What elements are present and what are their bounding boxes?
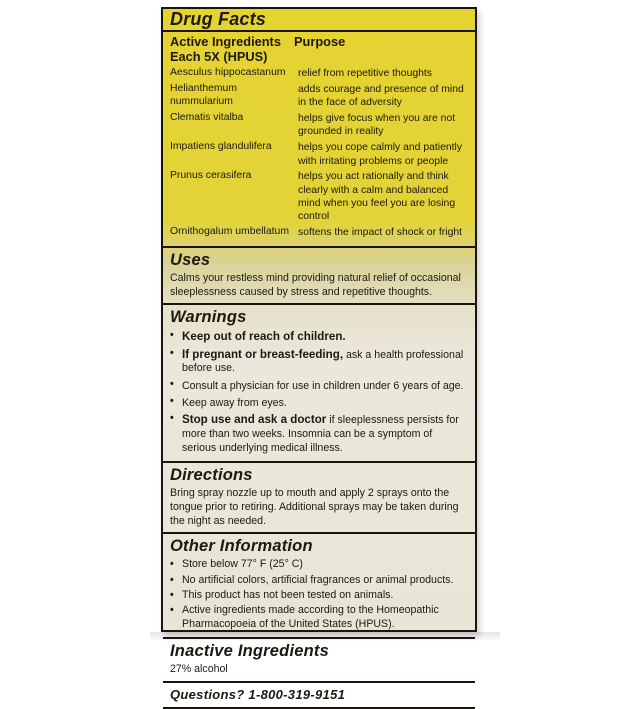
warning-item: [170, 378, 468, 394]
bullet-icon: •: [170, 558, 174, 571]
drug-facts-title: Drug Facts: [170, 9, 267, 29]
drug-facts-label: [161, 7, 477, 702]
warning-item: [170, 395, 468, 411]
questions-section: [163, 681, 475, 709]
warning-rest-text: ask a health professional before use.: [182, 348, 464, 375]
ingredient-row: [170, 83, 468, 110]
ingredient-purpose: relief from repetitive thoughts: [298, 68, 432, 80]
warning-text: [182, 347, 468, 377]
bullet-icon: •: [170, 394, 174, 407]
ingredient-name: Aesculus hippocastanum: [170, 67, 286, 79]
active-ingredients-header-line1: Active Ingredients: [170, 34, 281, 49]
warning-bold-text: Keep out of reach of children.: [182, 330, 346, 344]
directions-text: Bring spray nozzle up to mouth and apply 2 sprays onto the tongue prior to retiring. Additional sprays may be taken during the night as needed.: [170, 487, 459, 527]
ingredient-name: Clematis vitalba: [170, 112, 244, 124]
other-info-text: Active ingredients made according to the Homeopathic Pharmacopoeia of the United States (HPUS).: [182, 604, 439, 630]
ingredient-purpose: softens the impact of shock or fright: [298, 227, 463, 239]
ingredient-name: Impatiens glandulifera: [170, 141, 272, 153]
ingredient-row: [170, 67, 468, 80]
ingredient-row: [170, 141, 468, 168]
ingredient-row: [170, 112, 468, 139]
warning-text: [182, 329, 468, 345]
questions-phone-text: Questions? 1-800-319-9151: [170, 686, 346, 702]
warning-item: [170, 412, 468, 455]
bullet-icon: •: [170, 346, 174, 359]
ingredient-purpose: helps give focus when you are not grounded in reality: [298, 113, 456, 138]
other-info-text: Store below 77° F (25° C): [182, 558, 303, 571]
active-ingredients-section: [163, 32, 475, 246]
other-info-text: This product has not been tested on animals.: [182, 588, 394, 601]
purpose-column-header: Purpose: [294, 34, 346, 49]
ingredient-name: Ornithogalum umbellatum: [170, 226, 289, 238]
inactive-ingredients-section: [163, 637, 475, 681]
active-ingredients-column-header: [170, 34, 294, 64]
other-info-item: [170, 558, 468, 572]
warning-bold-text: If pregnant or breast-feeding,: [182, 347, 344, 361]
drug-facts-title-bar: [163, 9, 475, 32]
ingredient-purpose: adds courage and presence of mind in the face of adversity: [298, 84, 464, 109]
warning-rest-text: if sleeplessness persists for more than two weeks. Insomnia can be a symptom of serious underlying medical illness.: [182, 414, 459, 454]
bullet-icon: •: [170, 573, 174, 586]
bullet-icon: •: [170, 412, 174, 425]
uses-text: Calms your restless mind providing natural relief of occasional sleeplessness caused by stress and repetitive thoughts.: [170, 271, 461, 298]
other-info-item: [170, 604, 468, 632]
bullet-icon: •: [170, 588, 174, 601]
bullet-icon: •: [170, 604, 174, 617]
other-information-heading: Other Information: [170, 537, 313, 556]
uses-section: [163, 246, 475, 304]
active-ingredients-header-line2: Each 5X (HPUS): [170, 49, 268, 65]
directions-heading: Directions: [170, 466, 253, 485]
bullet-icon: •: [170, 329, 174, 342]
other-info-text: No artificial colors, artificial fragrances or animal products.: [182, 573, 454, 586]
warning-text: [182, 412, 468, 455]
warnings-section: [163, 303, 475, 461]
warning-text: [182, 378, 468, 394]
directions-section: [163, 461, 475, 532]
ingredient-name: Prunus cerasifera: [170, 170, 252, 182]
ingredient-row: [170, 170, 468, 223]
uses-heading: Uses: [170, 250, 211, 269]
inactive-ingredients-text: 27% alcohol: [170, 663, 228, 676]
ingredient-row: [170, 226, 468, 239]
other-info-item: [170, 574, 468, 588]
active-ingredients-header: [170, 34, 468, 64]
warning-item: [170, 329, 468, 345]
warning-text: [182, 395, 468, 411]
ingredient-name: Helianthemum nummularium: [170, 83, 237, 107]
warning-bold-text: Stop use and ask a doctor: [182, 413, 327, 427]
bullet-icon: •: [170, 377, 174, 390]
other-info-item: [170, 589, 468, 603]
warning-item: [170, 347, 468, 377]
warning-rest-text: Keep away from eyes.: [182, 396, 287, 409]
ingredient-purpose: helps you cope calmly and patiently with irritating problems or people: [298, 142, 463, 167]
inactive-ingredients-heading: Inactive Ingredients: [170, 642, 329, 661]
warnings-heading: Warnings: [170, 308, 247, 327]
ingredient-purpose: helps you act rationally and think clearly with a calm and balanced mind when you feel you are losing control: [298, 171, 456, 223]
other-information-section: [163, 532, 475, 637]
warning-rest-text: Consult a physician for use in children under 6 years of age.: [182, 379, 464, 392]
